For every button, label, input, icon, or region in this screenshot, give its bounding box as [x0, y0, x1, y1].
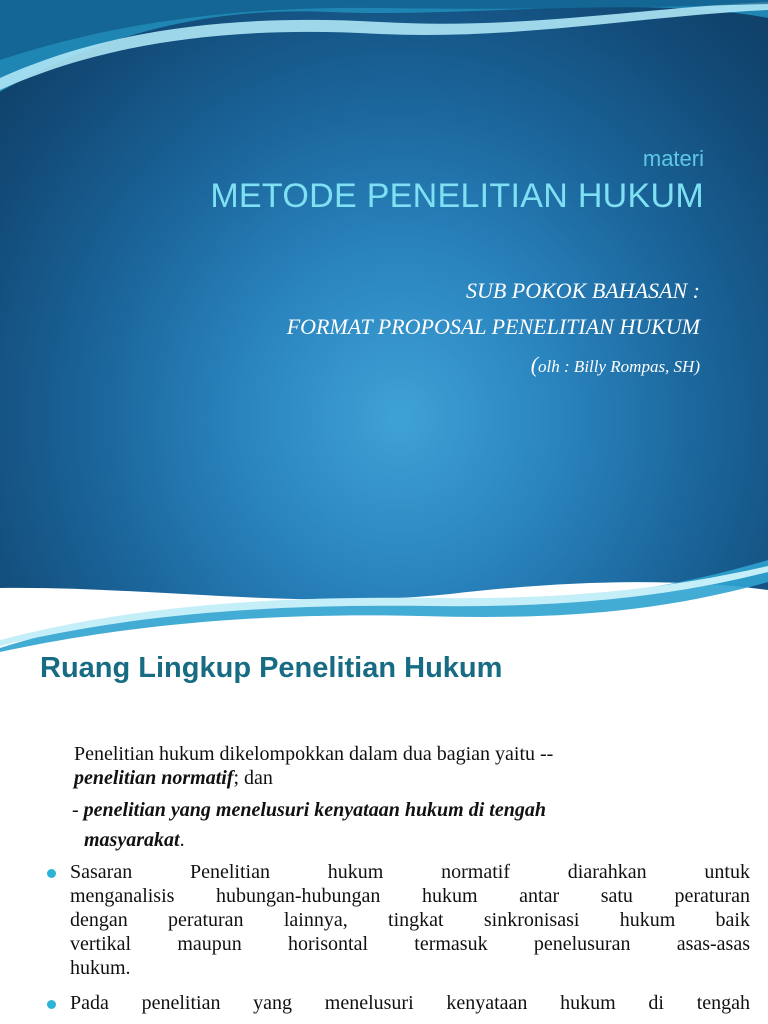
- slide-title-small: materi: [642, 146, 704, 171]
- bullet-1-line: dengan peraturan lainnya, tingkat sinkronisasi hukum baik: [70, 909, 750, 931]
- intro-paragraph: [74, 742, 754, 790]
- bullet-1-dot: [47, 869, 56, 878]
- sub-topic: FORMAT PROPOSAL PENELITIAN HUKUM: [286, 314, 700, 339]
- bullet-2-line: Pada penelitian yang menelusuri kenyataan hukum di tengah: [70, 992, 750, 1014]
- author-text: olh : Billy Rompas, SH): [538, 357, 700, 376]
- bullet-1-line: Sasaran Penelitian hukum normatif diarahkan untuk: [70, 861, 750, 883]
- dash-tail: .: [179, 829, 185, 851]
- content-slide: [0, 652, 768, 1024]
- intro-tail: ; dan: [233, 767, 273, 789]
- sub-heading: SUB POKOK BAHASAN :: [465, 278, 700, 303]
- bullet-1-text: [70, 860, 750, 980]
- bullet-1-line: hukum.: [70, 957, 131, 979]
- author-paren: (: [530, 352, 539, 377]
- slide-heading: Ruang Lingkup Penelitian Hukum: [40, 652, 503, 684]
- bullet-1-line: menganalisis hubungan-hubungan hukum antar satu peraturan: [70, 885, 750, 907]
- dash-item: [72, 798, 752, 822]
- intro-bold-term: penelitian normatif: [74, 767, 234, 789]
- dash-item-continued: [84, 828, 764, 852]
- intro-text: Penelitian hukum dikelompokkan dalam dua bagian yaitu --: [74, 743, 554, 765]
- dash-prefix: -: [72, 799, 84, 821]
- dash-bold-text-2: masyarakat: [84, 829, 180, 851]
- bullet-2-dot: [47, 1000, 56, 1009]
- bullet-1-line: vertikal maupun horisontal termasuk penelusuran asas-asas: [70, 933, 750, 955]
- dash-bold-text: penelitian yang menelusuri kenyataan hukum di tengah: [83, 799, 546, 821]
- slide-title-main: METODE PENELITIAN HUKUM: [210, 177, 704, 215]
- bullet-2-text: [70, 991, 750, 1015]
